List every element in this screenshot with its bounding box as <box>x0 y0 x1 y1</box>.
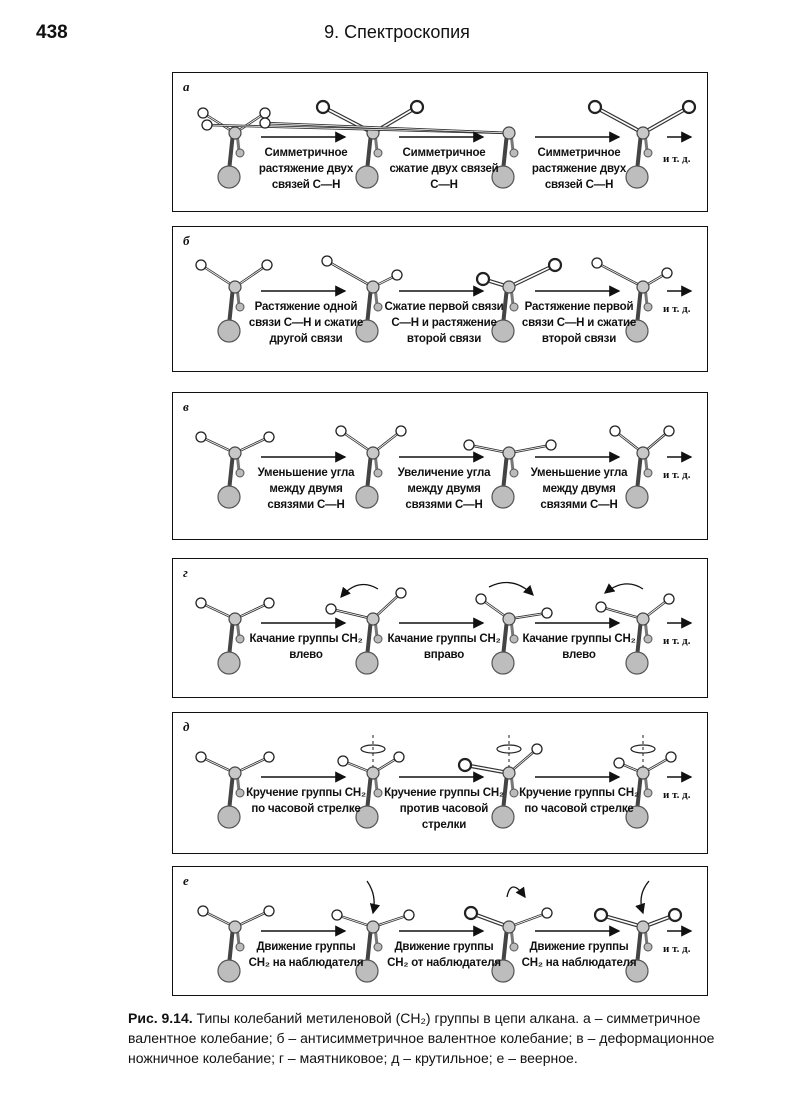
etc-label: и т. д. <box>663 789 691 801</box>
step-label: Симметричное растяжение двух связей С—Н <box>531 147 627 191</box>
carbon-atom <box>218 960 240 982</box>
step-label: Движение группы CH₂ на наблюдателя <box>248 941 364 969</box>
hydrogen-atom <box>510 149 518 157</box>
carbon-atom <box>637 127 649 139</box>
hydrogen-atom <box>326 604 336 614</box>
carbon-atom <box>503 613 515 625</box>
hydrogen-atom <box>510 943 518 951</box>
etc-label: и т. д. <box>663 303 691 315</box>
motion-arrow <box>605 584 643 593</box>
carbon-atom <box>367 613 379 625</box>
step-label: Качание группы CH₂ вправо <box>387 633 501 661</box>
motion-arrow <box>507 887 525 897</box>
etc-label: и т. д. <box>663 469 691 481</box>
hydrogen-atom <box>510 303 518 311</box>
panel-letter: б <box>183 233 190 248</box>
hydrogen-atom <box>664 594 674 604</box>
carbon-atom <box>229 921 241 933</box>
hydrogen-atom <box>236 149 244 157</box>
motion-arrow <box>367 881 374 913</box>
carbon-atom <box>367 447 379 459</box>
panel-d <box>172 712 708 854</box>
running-title: 9. Спектроскопия <box>324 22 470 42</box>
caption-text: Типы колебаний метиленовой (CH₂) группы в цепи алкана. а – симметричное валентное колебание; б – антисимметричное валентное колебание; в – деформационное ножничное колебание; г – маятниковое; д – крутильное; е – веерное. <box>128 1010 715 1066</box>
hydrogen-atom <box>459 759 471 771</box>
hydrogen-atom <box>669 909 681 921</box>
molecule-diagram <box>173 867 707 995</box>
carbon-atom <box>229 127 241 139</box>
hydrogen-atom <box>236 303 244 311</box>
hydrogen-atom <box>236 635 244 643</box>
carbon-atom <box>503 447 515 459</box>
hydrogen-atom <box>396 426 406 436</box>
bond-line <box>509 265 555 287</box>
carbon-atom <box>637 767 649 779</box>
hydrogen-atom <box>510 469 518 477</box>
hydrogen-atom <box>532 744 542 754</box>
hydrogen-atom <box>338 756 348 766</box>
hydrogen-atom <box>465 907 477 919</box>
hydrogen-atom <box>196 260 206 270</box>
carbon-atom <box>229 281 241 293</box>
hydrogen-atom <box>549 259 561 271</box>
hydrogen-atom <box>683 101 695 113</box>
carbon-atom <box>503 921 515 933</box>
hydrogen-atom <box>464 440 474 450</box>
hydrogen-atom <box>510 635 518 643</box>
step-label: Движение группы CH₂ от наблюдателя <box>387 941 501 969</box>
caption-label: Рис. 9.14. <box>128 1010 193 1026</box>
hydrogen-atom <box>664 426 674 436</box>
bond-line <box>597 263 643 287</box>
carbon-atom <box>218 652 240 674</box>
hydrogen-atom <box>374 789 382 797</box>
panel-g <box>172 558 708 698</box>
carbon-atom <box>229 767 241 779</box>
hydrogen-atom <box>589 101 601 113</box>
hydrogen-atom <box>396 588 406 598</box>
hydrogen-atom <box>644 469 652 477</box>
carbon-atom <box>229 613 241 625</box>
hydrogen-atom <box>236 943 244 951</box>
hydrogen-atom <box>394 752 404 762</box>
panel-letter: е <box>183 873 189 888</box>
hydrogen-atom <box>610 426 620 436</box>
hydrogen-atom <box>542 608 552 618</box>
step-label: Сжатие первой связи С—Н и растяжение второй связи <box>384 301 504 345</box>
etc-label: и т. д. <box>663 153 691 165</box>
bond-line <box>595 107 643 133</box>
panel-letter: д <box>183 719 190 734</box>
step-label: Движение группы CH₂ на наблюдателя <box>521 941 637 969</box>
bond-line <box>643 107 689 133</box>
hydrogen-atom <box>332 910 342 920</box>
carbon-atom <box>503 767 515 779</box>
panel-v <box>172 392 708 540</box>
carbon-atom <box>367 767 379 779</box>
step-label: Кручение группы CH₂ против часовой стрелки <box>384 787 504 831</box>
step-label: Уменьшение угла между двумя связями С—Н <box>530 467 628 511</box>
hydrogen-atom <box>374 149 382 157</box>
carbon-atom <box>637 281 649 293</box>
hydrogen-atom <box>264 598 274 608</box>
carbon-atom <box>218 166 240 188</box>
hydrogen-atom <box>374 303 382 311</box>
hydrogen-atom <box>198 108 208 118</box>
motion-arrow <box>489 583 533 596</box>
panel-letter: в <box>183 399 189 414</box>
hydrogen-atom <box>510 789 518 797</box>
hydrogen-atom <box>666 752 676 762</box>
motion-arrow <box>341 585 378 598</box>
carbon-atom <box>367 921 379 933</box>
hydrogen-atom <box>411 101 423 113</box>
panel-b <box>172 226 708 372</box>
carbon-atom <box>367 281 379 293</box>
etc-label: и т. д. <box>663 943 691 955</box>
step-label: Уменьшение угла между двумя связями С—Н <box>257 467 355 511</box>
step-label: Симметричное сжатие двух связей С—Н <box>389 147 499 191</box>
hydrogen-atom <box>260 118 270 128</box>
etc-label: и т. д. <box>663 635 691 647</box>
panel-a <box>172 72 708 212</box>
hydrogen-atom <box>196 432 206 442</box>
hydrogen-atom <box>404 910 414 920</box>
hydrogen-atom <box>262 260 272 270</box>
hydrogen-atom <box>546 440 556 450</box>
figure-caption <box>128 1008 728 1068</box>
panel-letter: а <box>183 79 190 94</box>
carbon-atom <box>218 320 240 342</box>
hydrogen-atom <box>374 635 382 643</box>
hydrogen-atom <box>322 256 332 266</box>
carbon-atom <box>229 447 241 459</box>
hydrogen-atom <box>196 598 206 608</box>
carbon-atom <box>637 447 649 459</box>
hydrogen-atom <box>592 258 602 268</box>
carbon-atom <box>637 921 649 933</box>
hydrogen-atom <box>644 303 652 311</box>
hydrogen-atom <box>236 789 244 797</box>
panel-letter: г <box>183 565 188 580</box>
step-label: Симметричное растяжение двух связей С—Н <box>258 147 354 191</box>
step-label: Увеличение угла между двумя связями С—Н <box>397 467 491 511</box>
hydrogen-atom <box>260 108 270 118</box>
step-label: Кручение группы CH₂ по часовой стрелке <box>519 787 639 815</box>
hydrogen-atom <box>198 906 208 916</box>
hydrogen-atom <box>264 752 274 762</box>
hydrogen-atom <box>662 268 672 278</box>
hydrogen-atom <box>264 432 274 442</box>
motion-arrow <box>641 881 649 913</box>
page-number: 438 <box>36 22 68 43</box>
hydrogen-atom <box>317 101 329 113</box>
hydrogen-atom <box>595 909 607 921</box>
hydrogen-atom <box>542 908 552 918</box>
hydrogen-atom <box>644 789 652 797</box>
hydrogen-atom <box>336 426 346 436</box>
carbon-atom <box>503 127 515 139</box>
panel-e <box>172 866 708 996</box>
molecule-diagram <box>173 559 707 697</box>
hydrogen-atom <box>477 273 489 285</box>
step-label: Качание группы CH₂ влево <box>249 633 363 661</box>
carbon-atom <box>218 486 240 508</box>
hydrogen-atom <box>374 943 382 951</box>
hydrogen-atom <box>476 594 486 604</box>
hydrogen-atom <box>202 120 212 130</box>
hydrogen-atom <box>644 635 652 643</box>
carbon-atom <box>218 806 240 828</box>
hydrogen-atom <box>644 149 652 157</box>
hydrogen-atom <box>392 270 402 280</box>
hydrogen-atom <box>614 758 624 768</box>
hydrogen-atom <box>196 752 206 762</box>
hydrogen-atom <box>644 943 652 951</box>
hydrogen-atom <box>374 469 382 477</box>
hydrogen-atom <box>236 469 244 477</box>
step-label: Качание группы CH₂ влево <box>522 633 636 661</box>
step-label: Кручение группы CH₂ по часовой стрелке <box>246 787 366 815</box>
hydrogen-atom <box>596 602 606 612</box>
hydrogen-atom <box>264 906 274 916</box>
carbon-atom <box>637 613 649 625</box>
step-label: Растяжение первой связи С—Н и сжатие второй связи <box>521 301 637 345</box>
carbon-atom <box>503 281 515 293</box>
step-label: Растяжение одной связи С—Н и сжатие другой связи <box>248 301 364 345</box>
bond-line <box>327 261 373 287</box>
